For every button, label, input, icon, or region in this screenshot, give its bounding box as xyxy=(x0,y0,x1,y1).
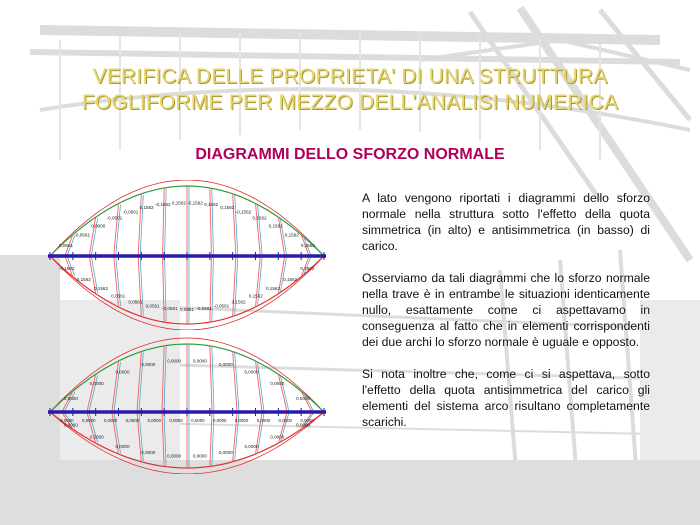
hanger-diagram xyxy=(212,347,214,412)
strut xyxy=(210,412,212,466)
member-value-label: 0,0000 xyxy=(192,358,207,364)
member-value-label: -0,1562 xyxy=(187,200,203,206)
hanger-diagram xyxy=(164,347,166,412)
member-value-label: 0,1562 xyxy=(283,276,298,282)
title-line-1: VERIFICA DELLE PROPRIETA' DI UNA STRUTTURA xyxy=(92,65,608,88)
member-value-label: 0,0561 xyxy=(111,293,126,299)
member-value-label: -0,1562 xyxy=(58,266,75,272)
hanger xyxy=(163,188,165,256)
member-value-label: 0,1562 xyxy=(284,232,299,238)
member-value-label: 0,1562 xyxy=(171,200,186,206)
member-value-label: 0,0000 xyxy=(296,422,311,428)
member-value-label: 0,0000 xyxy=(89,381,104,387)
member-value-label: -0,0561 xyxy=(213,303,230,309)
member-value-label: -0,0561 xyxy=(122,209,139,215)
member-value-label: 0,0000 xyxy=(141,450,156,456)
member-value-label: 0,0000 xyxy=(244,369,259,375)
member-value-label: 0,1562 xyxy=(139,205,154,211)
strut-diagram xyxy=(165,256,167,321)
beam-value-label: 0,0000 xyxy=(300,418,314,423)
member-value-label: -0,1562 xyxy=(155,202,171,208)
member-value-label: -0,0561 xyxy=(74,232,90,238)
member-value-label: 0,0000 xyxy=(270,381,285,387)
hanger-diagram xyxy=(212,189,214,256)
member-value-label: 0,1562 xyxy=(76,276,91,282)
slide-title xyxy=(40,64,660,116)
member-value-label: -0,0561 xyxy=(106,215,123,221)
hanger xyxy=(210,188,212,256)
member-value-label: -0,0561 xyxy=(162,306,178,312)
beam-value-label: 0,0000 xyxy=(169,418,183,423)
beam-value-label: 0,0000 xyxy=(147,418,161,423)
hanger xyxy=(210,346,212,412)
member-value-label: 0,0000 xyxy=(141,362,156,368)
member-value-label: 0,1562 xyxy=(252,215,267,221)
member-value-label: 0,1562 xyxy=(220,205,235,211)
beam-value-label: 0,0000 xyxy=(60,418,74,423)
section-subtitle: DIAGRAMMI DELLO SFORZO NORMALE xyxy=(195,146,505,163)
hanger xyxy=(137,352,141,412)
diagram-antisymmetric-load xyxy=(44,334,330,474)
member-value-label: 0,0561 xyxy=(179,307,195,313)
member-value-label: 0,0000 xyxy=(63,422,78,428)
member-value-label: 0,1562 xyxy=(204,202,219,208)
beam-value-label: 0,0000 xyxy=(82,418,96,423)
member-value-label: -0,0561 xyxy=(196,306,212,312)
member-value-label: 0,1562 xyxy=(268,223,283,229)
strut xyxy=(162,412,164,466)
paragraph-2: Osserviamo da tali diagrammi che lo sforzo normale nella trave è in entrambe le situazioni identicamente nullo, esattamente come ci aspettavamo in conseguenza al fatto che in elementi corrispondenti dei due archi lo sforzo normale è uguale e opposto. xyxy=(362,271,650,349)
member-value-label: 0,1562 xyxy=(300,242,315,248)
diagram-symmetric-load xyxy=(44,180,330,330)
strut xyxy=(210,256,212,322)
strut xyxy=(163,256,165,322)
member-value-label: 0,1562 xyxy=(265,286,281,292)
hanger xyxy=(256,361,263,412)
member-value-label: 0,0000 xyxy=(91,223,106,229)
beam-value-label: 0,0000 xyxy=(278,418,292,423)
beam-value-label: 0,0000 xyxy=(125,418,140,423)
member-value-label: 0,0000 xyxy=(296,396,311,402)
member-value-label: 0,0561 xyxy=(145,303,160,309)
beam-value-label: 0,0000 xyxy=(234,418,249,423)
member-value-label: 0,0000 xyxy=(244,443,259,449)
beam-value-label: 0,0000 xyxy=(256,418,271,423)
description-text xyxy=(362,190,650,446)
member-value-label: 0,1562 xyxy=(248,293,263,299)
member-value-label: 0,1562 xyxy=(300,266,315,272)
member-value-label: 0,1562 xyxy=(93,286,109,292)
title-line-2: FOGLIFORME PER MEZZO DELL'ANALISI NUMERICA xyxy=(81,91,619,114)
member-value-label: 0,1562 xyxy=(231,299,246,305)
member-value-label: 0,0000 xyxy=(218,362,233,368)
member-value-label: 0,0000 xyxy=(167,453,182,459)
member-value-label: 0,0000 xyxy=(218,450,233,456)
member-value-label: 0,0000 xyxy=(167,358,182,364)
member-value-label: -0,1562 xyxy=(235,209,252,215)
hanger-diagram xyxy=(165,189,167,256)
hanger xyxy=(233,352,237,412)
beam-value-label: 0,0000 xyxy=(191,418,205,423)
paragraph-3: Si nota inoltre che, come ci si aspettava, sotto l'effetto della quota antisimmetrica del carico gli elementi del sistema arco risultano completamente scarichi. xyxy=(362,367,650,429)
member-value-label: 0,0561 xyxy=(59,242,74,248)
member-value-label: 0,0000 xyxy=(115,369,130,375)
strut-diagram xyxy=(164,412,166,465)
hanger xyxy=(162,346,164,412)
member-value-label: 0,0000 xyxy=(115,443,130,449)
member-value-label: 0,0000 xyxy=(63,396,78,402)
member-value-label: 0,0000 xyxy=(89,434,104,440)
member-value-label: 0,0000 xyxy=(270,434,285,440)
member-value-label: 0,0561 xyxy=(128,299,143,305)
beam-value-label: 0,0000 xyxy=(213,418,227,423)
paragraph-1: A lato vengono riportati i diagrammi dello sforzo normale nella struttura sotto l'effetto della quota simmetrica (in alto) e antisimmetrica (in basso) di carico. xyxy=(362,191,650,253)
strut-diagram xyxy=(212,256,214,321)
beam-value-label: 0,0000 xyxy=(103,418,118,423)
member-value-label: 0,0000 xyxy=(192,453,207,459)
